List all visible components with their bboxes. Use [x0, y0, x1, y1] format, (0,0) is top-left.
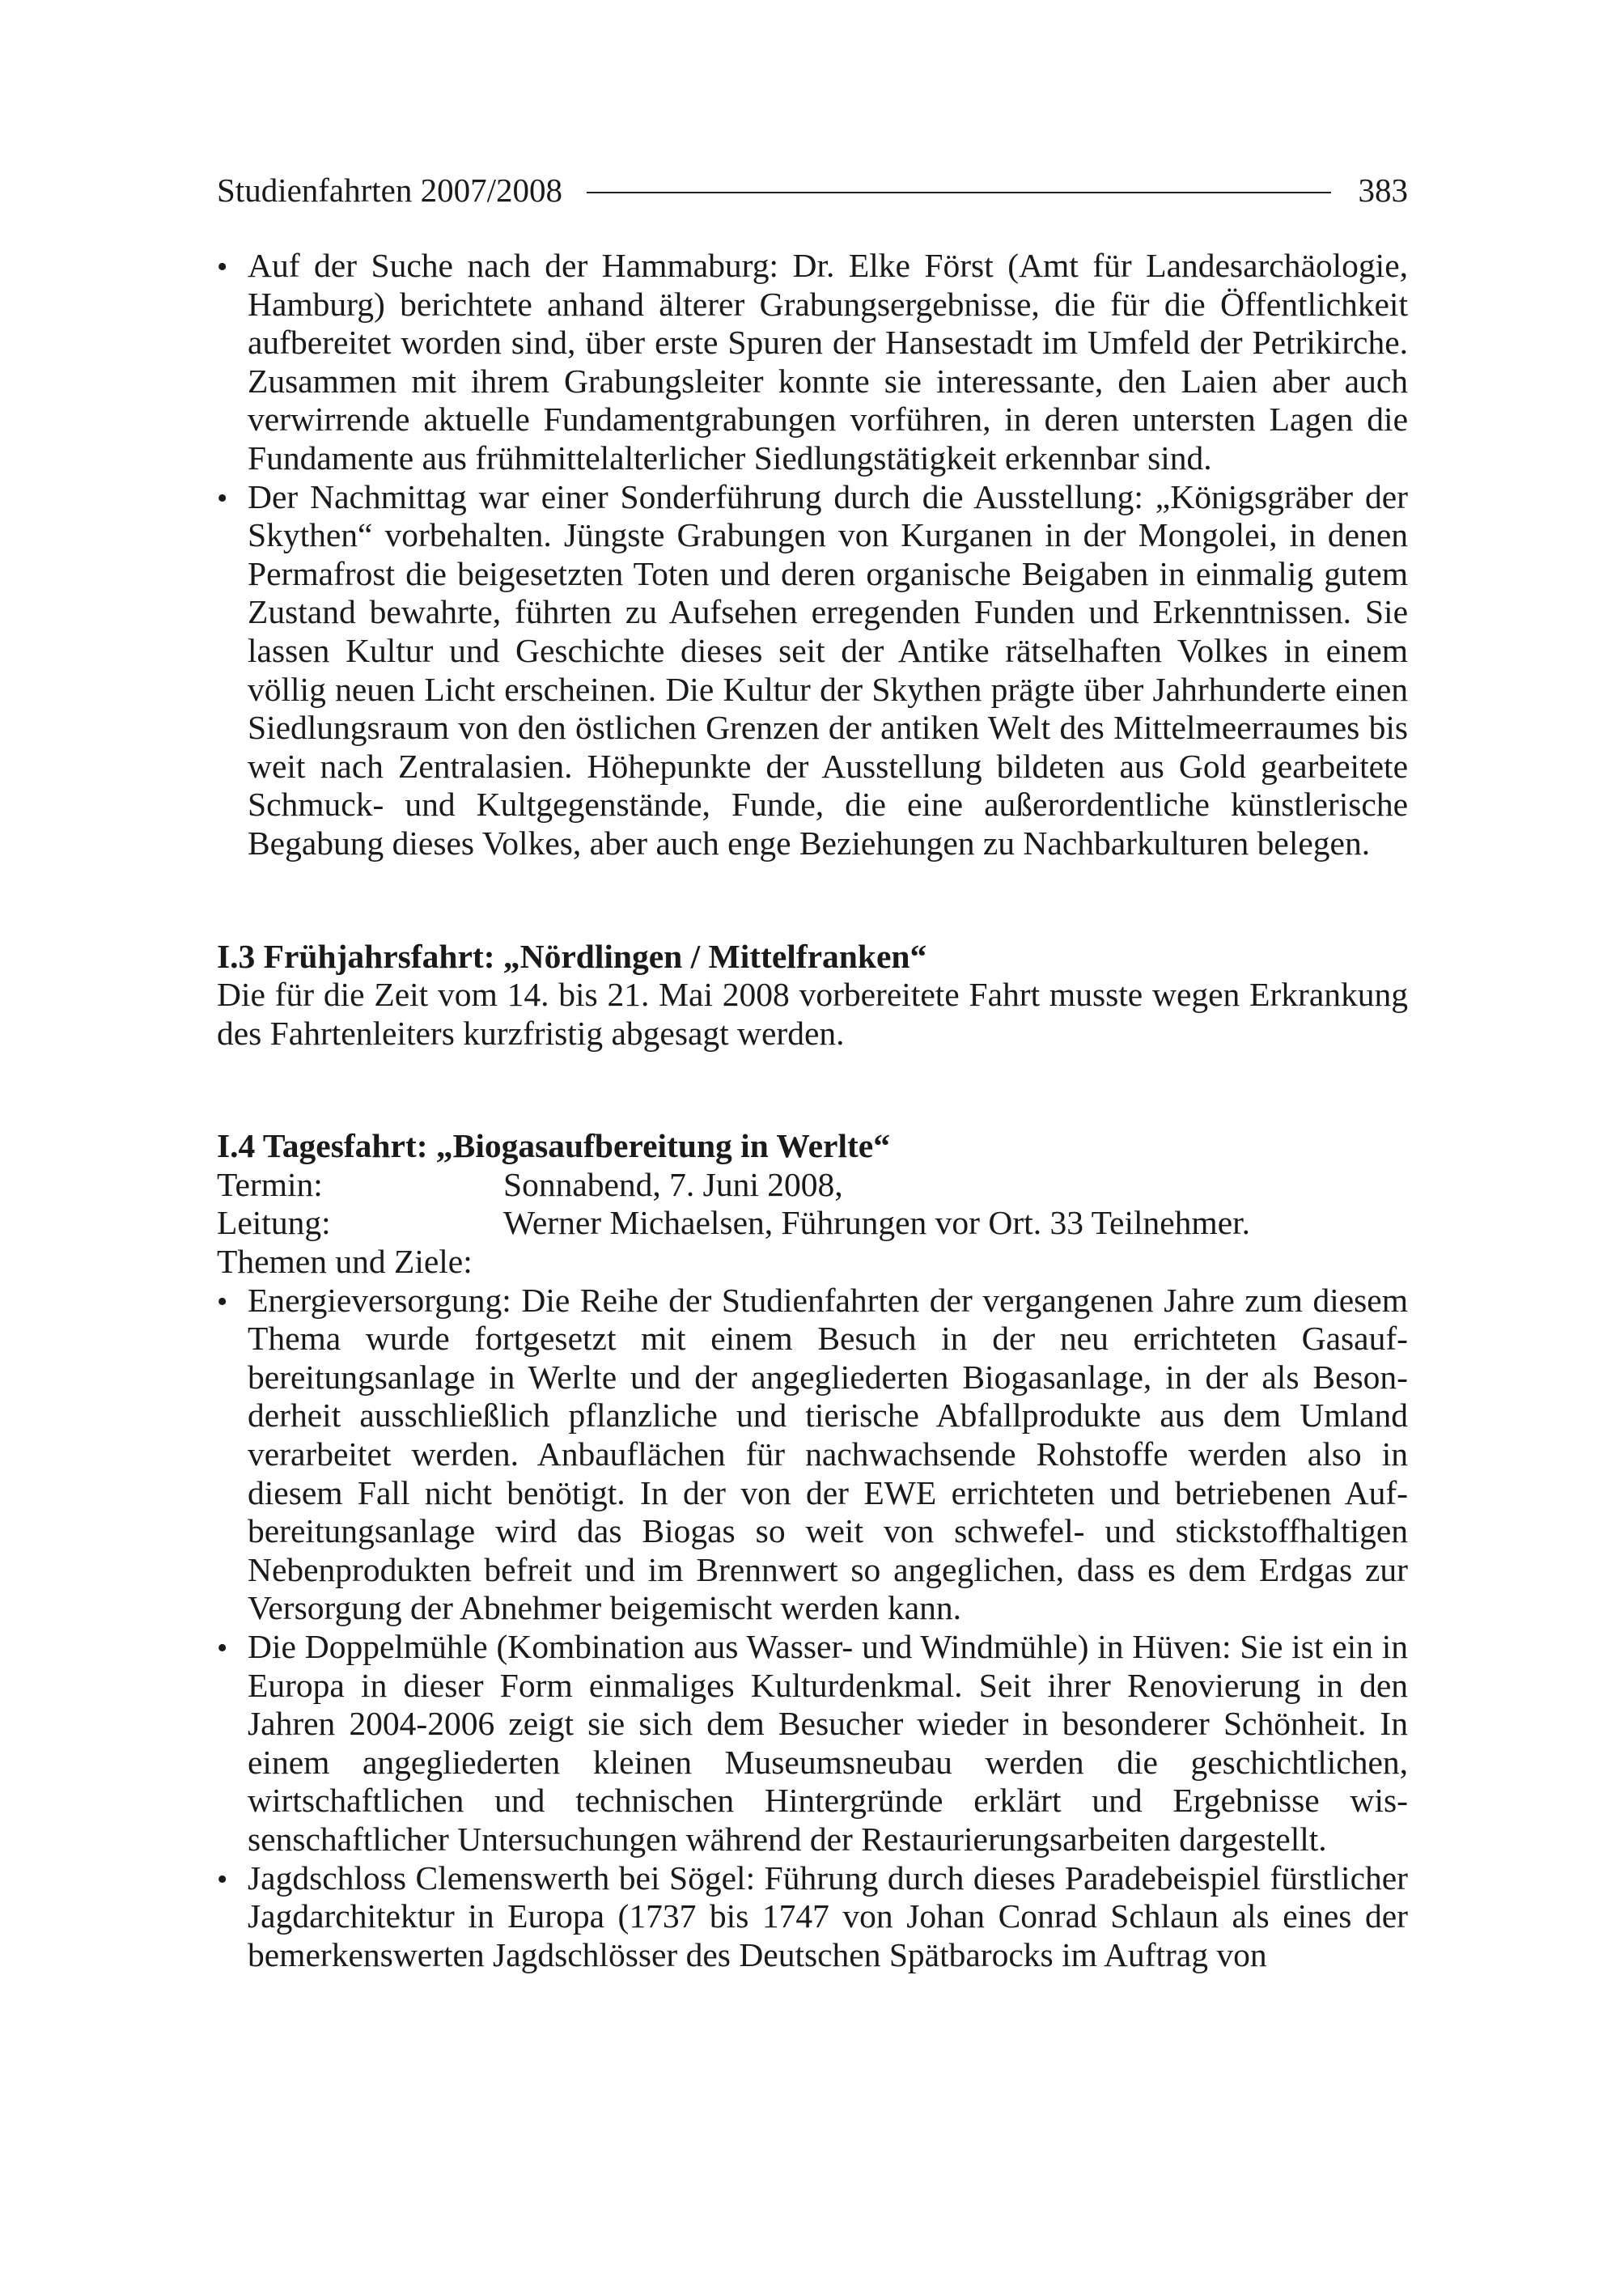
page-number: 383 — [1358, 172, 1408, 209]
running-head — [217, 168, 1408, 212]
bullet-icon — [217, 1859, 241, 1900]
running-head-rule — [587, 192, 1330, 193]
bullet-icon — [217, 1628, 241, 1668]
termin-row — [217, 1166, 1408, 1205]
termin-label: Termin: — [217, 1165, 323, 1203]
bullet-icon — [217, 1282, 241, 1322]
list-item-text: Der Nachmittag war einer Sonderführung durch die Ausstellung: „Königsgräber der Skythen“ vorbehalten. Jüngste Grabungen von Kurganen in der Mongolei, in denen Permafrost die beigesetzten Toten und deren organische Beigaben in einmalig gutem Zustand bewahrte, führten zu Aufsehen erregenden Funden und Erkenntnissen. Sie lassen Kultur und Geschichte dieses seit der Antike rätselhaften Volkes in einem völlig neuen Licht erscheinen. Die Kultur der Skythen prägte über Jahrhunderte einen Siedlungsraum von den östlichen Grenzen der antiken Welt des Mittelmeerraumes bis weit nach Zentralasien. Höhepunkte der Ausstellung bildeten aus Gold gearbeitete Schmuck- und Kultgegenstände, Funde, die eine außerordentliche künstlerische Begabung dieses Volkes, aber auch enge Beziehungen zu Nachbarkulturen belegen. — [248, 477, 1408, 862]
leitung-row — [217, 1204, 1408, 1243]
list-item-text: Jagdschloss Clemenswerth bei Sögel: Führung durch dieses Paradebeispiel fürstlicher Jagdarchitektur in Europa (1737 bis 1747 von Johan Conrad Schlaun als eines der bemerkenswerten Jagdschlösser des Deutschen Spätbarocks im Auftrag von — [248, 1859, 1408, 1973]
list-item — [217, 247, 1408, 478]
list-item — [217, 478, 1408, 863]
section-i3 — [217, 938, 1408, 1053]
leitung-value: Werner Michaelsen, Führungen vor Ort. 33 Teilnehmer. — [503, 1204, 1251, 1242]
bullet-icon — [217, 478, 241, 519]
list-item-text: Die Doppelmühle (Kombination aus Wasser- und Windmühle) in Hüven: Sie ist ein in Europa in dieser Form einmaliges Kulturdenkmal. Seit ihrer Renovierung in den Jahren 2004-2006 zeigt sie sich dem Besucher wieder in besonderer Schönheit. In einem angegliederten kleinen Museumsneubau werden die geschichtlichen, wirtschaftlichen und technischen Hintergründe erklärt und Ergebnisse wissenschaftlicher Untersuchungen während der Restaurierungsarbeiten dargestellt. — [248, 1628, 1408, 1858]
list-item — [217, 1628, 1408, 1859]
list-item-text: Auf der Suche nach der Hammaburg: Dr. Elke Först (Amt für Landesarchäologie, Hamburg) berichtete anhand älterer Grabungsergebnisse, die für die Öffentlichkeit aufbereitet worden sind, über erste Spuren der Hansestadt im Umfeld der Petrikirche. Zusammen mit ihrem Grabungsleiter konnte sie interessante, den Laien aber auch verwirrende aktuelle Fundamentgrabungen vorführen, in deren untersten Lagen die Fundamente aus frühmittelalterlicher Siedlungstätigkeit erkennbar sind. — [248, 247, 1408, 477]
list-item — [217, 1859, 1408, 1975]
termin-value: Sonnabend, 7. Juni 2008, — [503, 1165, 843, 1203]
running-head-title: Studienfahrten 2007/2008 — [217, 172, 563, 209]
themes-label: Themen und Ziele: — [217, 1243, 473, 1281]
intro-bullet-list — [217, 247, 1408, 863]
list-item — [217, 1282, 1408, 1628]
themes-bullet-list — [217, 1282, 1408, 1975]
list-item-text: Energieversorgung: Die Reihe der Studienfahrten der vergangenen Jahre zum diesem Thema wurde fortgesetzt mit einem Besuch in der neu errichteten Gasaufbereitungsanlage in Werlte und der angegliederten Biogasanlage, in der als Besonderheit ausschließlich pflanzliche und tierische Abfallprodukte aus dem Umland verarbeitet werden. Anbauflächen für nachwachsende Rohstoffe werden also in diesem Fall nicht benötigt. In der von der EWE errichteten und betriebenen Aufbereitungsanlage wird das Biogas so weit von schwefel- und stickstoffhaltigen Nebenprodukten befreit und im Brennwert so angeglichen, dass es dem Erdgas zur Versorgung der Abnehmer beigemischt werden kann. — [248, 1281, 1408, 1627]
section-heading: I.3 Frühjahrsfahrt: „Nördlingen / Mittelfranken“ — [217, 937, 927, 975]
section-i4 — [217, 1127, 1408, 1974]
page-content — [217, 247, 1408, 1974]
bullet-icon — [217, 247, 241, 287]
section-paragraph: Die für die Zeit vom 14. bis 21. Mai 2008 vorbereitete Fahrt musste wegen Erkrankung des Fahrtenleiters kurzfristig abgesagt werden. — [217, 976, 1408, 1052]
section-heading: I.4 Tagesfahrt: „Biogasaufbereitung in Werlte“ — [217, 1127, 890, 1165]
leitung-label: Leitung: — [217, 1204, 331, 1242]
